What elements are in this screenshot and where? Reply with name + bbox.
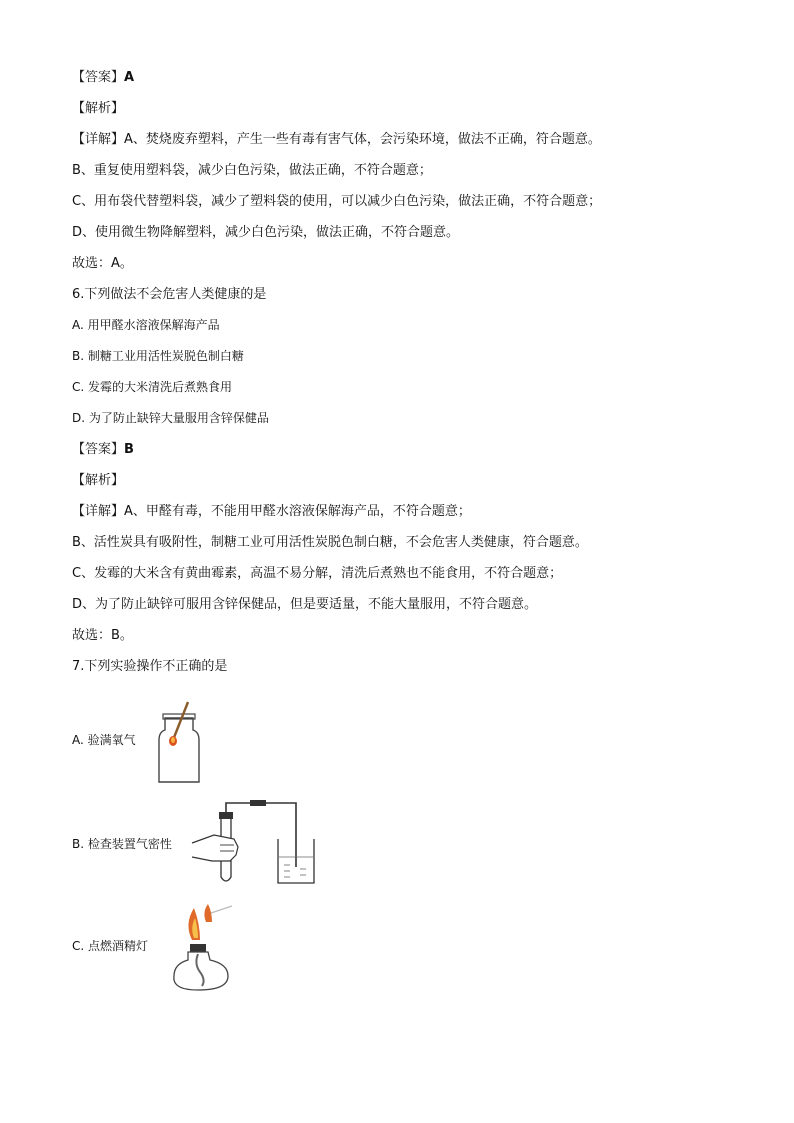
q5-detail-line-3: C、用布袋代替塑料袋，减少了塑料袋的使用，可以减少白色污染，做法正确，不符合题意； (72, 194, 602, 209)
q7-option-a-label: A. 验满氧气 (72, 733, 136, 747)
q5-answer (72, 62, 732, 93)
answer-value: A (124, 70, 135, 85)
alcohol-lamp-illustration (170, 900, 236, 996)
q6-answer (72, 434, 732, 465)
q5-detail-line-2: B、重复使用塑料袋，减少白色污染，做法正确，不符合题意； (72, 163, 432, 178)
q7-option-c-label: C. 点燃酒精灯 (72, 939, 149, 953)
q5-detail-line-4: D、使用微生物降解塑料，减少白色污染，做法正确，不符合题意。 (72, 225, 460, 240)
answer-tag: 【答案】 (72, 442, 125, 457)
q5-conclusion: 故选：A。 (72, 256, 133, 271)
answer-value: B (124, 442, 134, 457)
q6-detail-line-3: C、发霉的大米含有黄曲霉素，高温不易分解，清洗后煮熟也不能食用，不符合题意； (72, 566, 563, 581)
answer-tag: 【答案】 (72, 70, 125, 85)
q5-detail-line-1 (72, 124, 732, 155)
q7-option-b-label: B. 检查装置气密性 (72, 837, 172, 851)
q6-analysis-tag: 【解析】 (72, 473, 125, 488)
q6-detail-line-1 (72, 496, 732, 527)
document-page (72, 62, 732, 682)
q6-stem: 6.下列做法不会危害人类健康的是 (72, 287, 267, 302)
q5-analysis-tag: 【解析】 (72, 101, 125, 116)
q6-option-a: A. 用甲醛水溶液保解海产品 (72, 318, 220, 332)
q6-detail-line-2: B、活性炭具有吸附性，制糖工业可用活性炭脱色制白糖，不会危害人类健康，符合题意。 (72, 535, 588, 550)
q7-stem: 7.下列实验操作不正确的是 (72, 659, 228, 674)
q6-detail-line-4: D、为了防止缺锌可服用含锌保健品，但是要适量，不能大量服用，不符合题意。 (72, 597, 538, 612)
q6-option-d: D. 为了防止缺锌大量服用含锌保健品 (72, 411, 269, 425)
q6-option-b: B. 制糖工业用活性炭脱色制白糖 (72, 349, 244, 363)
detail-text: A、甲醛有毒，不能用甲醛水溶液保解海产品，不符合题意； (124, 504, 471, 519)
detail-tag: 【详解】 (72, 132, 125, 147)
gas-bottle-illustration (155, 700, 205, 786)
airtightness-apparatus-illustration (190, 795, 320, 887)
detail-tag: 【详解】 (72, 504, 125, 519)
detail-text: A、焚烧废弃塑料，产生一些有毒有害气体，会污染环境，做法不正确，符合题意。 (124, 132, 601, 147)
q6-option-c: C. 发霉的大米清洗后煮熟食用 (72, 380, 233, 394)
q6-conclusion: 故选：B。 (72, 628, 133, 643)
